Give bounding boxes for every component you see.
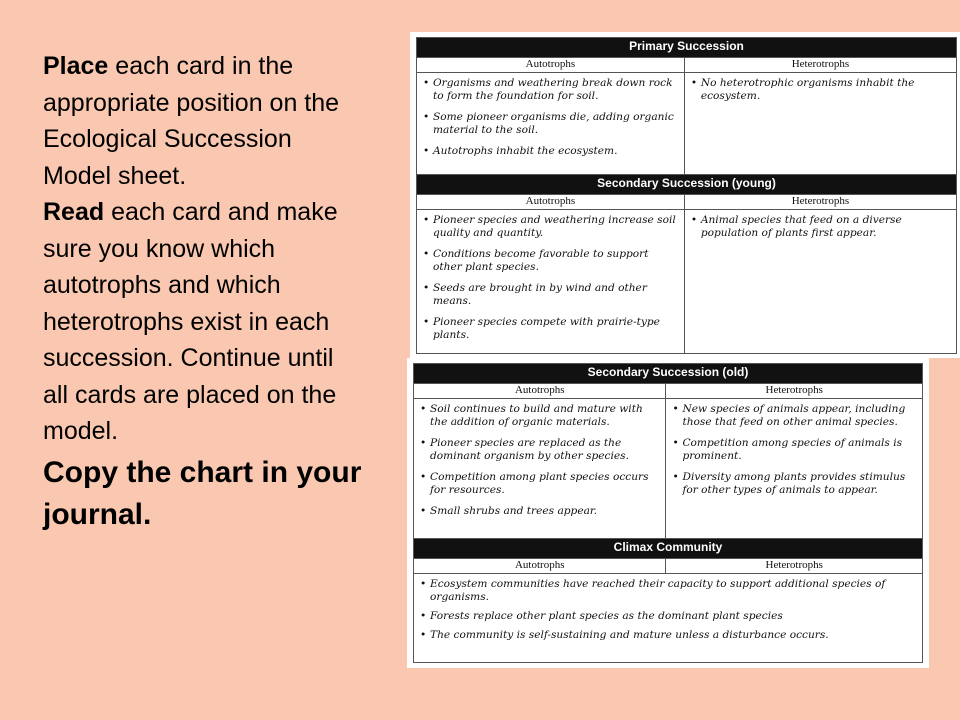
primary-autotrophs-cell bbox=[417, 73, 685, 175]
secondary-old-autotrophs-cell bbox=[414, 399, 666, 539]
card-secondary-old-climax bbox=[407, 358, 929, 668]
primary-autotroph-item: • Organisms and weathering break down rock to form the foundation for soil. bbox=[423, 77, 678, 103]
primary-heterotrophs-cell bbox=[684, 73, 956, 175]
primary-heterotrophs-header: Heterotrophs bbox=[684, 58, 956, 73]
secondary-old-header: Secondary Succession (old) bbox=[414, 364, 923, 384]
secondary-young-autotroph-item: • Pioneer species and weathering increase soil quality and quantity. bbox=[423, 214, 678, 240]
climax-item: • The community is self-sustaining and mature unless a disturbance occurs. bbox=[420, 629, 916, 642]
secondary-old-autotroph-item: • Small shrubs and trees appear. bbox=[420, 505, 659, 518]
secondary-young-header: Secondary Succession (young) bbox=[417, 175, 957, 195]
climax-cell bbox=[414, 574, 923, 663]
climax-item: • Forests replace other plant species as the dominant plant species bbox=[420, 610, 916, 623]
instructions-text bbox=[43, 48, 363, 536]
secondary-young-autotroph-item: • Pioneer species compete with prairie-type plants. bbox=[423, 316, 678, 342]
succession-table-top bbox=[416, 37, 957, 354]
primary-autotroph-item: • Some pioneer organisms die, adding organic material to the soil. bbox=[423, 111, 678, 137]
secondary-young-heterotroph-list bbox=[691, 214, 950, 240]
secondary-old-autotroph-list bbox=[420, 403, 659, 518]
secondary-young-heterotrophs-cell bbox=[684, 210, 956, 354]
secondary-young-heterotrophs-header: Heterotrophs bbox=[684, 195, 956, 210]
copy-instruction: Copy the chart in your journal. bbox=[43, 455, 362, 531]
primary-autotroph-list bbox=[423, 77, 678, 158]
climax-heterotrophs-header: Heterotrophs bbox=[666, 559, 923, 574]
secondary-young-autotroph-list bbox=[423, 214, 678, 342]
secondary-young-autotroph-item: • Conditions become favorable to support other plant species. bbox=[423, 248, 678, 274]
climax-autotrophs-header: Autotrophs bbox=[414, 559, 666, 574]
primary-succession-header: Primary Succession bbox=[417, 38, 957, 58]
climax-community-header: Climax Community bbox=[414, 539, 923, 559]
read-instruction bbox=[43, 194, 363, 450]
climax-item: • Ecosystem communities have reached their capacity to support additional species of organisms. bbox=[420, 578, 916, 604]
read-keyword: Read bbox=[43, 198, 105, 226]
secondary-old-heterotroph-list bbox=[672, 403, 916, 497]
secondary-young-autotrophs-header: Autotrophs bbox=[417, 195, 685, 210]
secondary-old-autotroph-item: • Competition among plant species occurs for resources. bbox=[420, 471, 659, 497]
primary-autotroph-item: • Autotrophs inhabit the ecosystem. bbox=[423, 145, 678, 158]
secondary-young-autotrophs-cell bbox=[417, 210, 685, 354]
primary-autotrophs-header: Autotrophs bbox=[417, 58, 685, 73]
primary-heterotroph-item: • No heterotrophic organisms inhabit the ecosystem. bbox=[691, 77, 950, 103]
secondary-old-heterotroph-item: • Diversity among plants provides stimulus for other types of animals to appear. bbox=[672, 471, 916, 497]
secondary-old-heterotroph-item: • Competition among species of animals is prominent. bbox=[672, 437, 916, 463]
place-keyword: Place bbox=[43, 52, 109, 80]
place-instruction bbox=[43, 48, 363, 194]
climax-list bbox=[420, 578, 916, 642]
secondary-old-autotroph-item: • Soil continues to build and mature with the addition of organic materials. bbox=[420, 403, 659, 429]
secondary-young-heterotroph-item: • Animal species that feed on a diverse population of plants first appear. bbox=[691, 214, 950, 240]
secondary-old-heterotroph-item: • New species of animals appear, including those that feed on other animal species. bbox=[672, 403, 916, 429]
secondary-old-heterotrophs-cell bbox=[666, 399, 923, 539]
secondary-old-autotrophs-header: Autotrophs bbox=[414, 384, 666, 399]
secondary-young-autotroph-item: • Seeds are brought in by wind and other means. bbox=[423, 282, 678, 308]
primary-heterotroph-list bbox=[691, 77, 950, 103]
secondary-old-autotroph-item: • Pioneer species are replaced as the dominant organism by other species. bbox=[420, 437, 659, 463]
read-text: each card and make sure you know which autotrophs and which heterotrophs exist in each succession. Continue until all cards are placed on the model. bbox=[43, 198, 338, 445]
secondary-old-heterotrophs-header: Heterotrophs bbox=[666, 384, 923, 399]
place-text: each card in the appropriate position on the Ecological Succession Model sheet. bbox=[43, 52, 340, 190]
succession-table-bottom bbox=[413, 363, 923, 663]
card-primary-secondary-young bbox=[410, 32, 960, 358]
